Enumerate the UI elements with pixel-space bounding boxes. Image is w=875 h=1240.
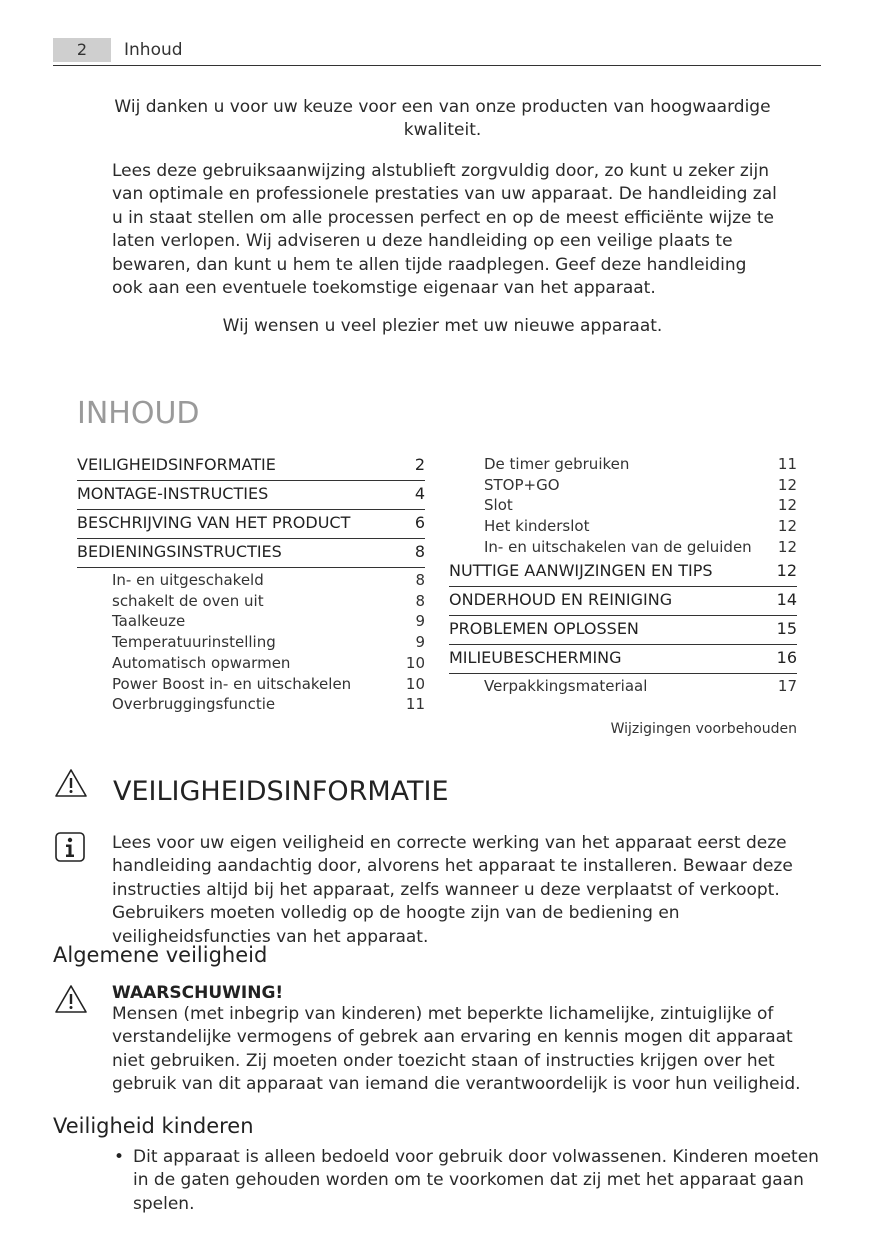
toc-right-column — [449, 454, 797, 696]
toc-sub-entry — [77, 653, 425, 674]
toc-entry-label: ONDERHOUD EN REINIGING — [449, 589, 673, 609]
toc-entry-label: BEDIENINGSINSTRUCTIES — [77, 542, 282, 561]
toc-entry-label: STOP+GO — [484, 475, 560, 494]
toc-entry-label: Power Boost in- en uitschakelen — [112, 674, 352, 693]
toc-entry-label: Het kinderslot — [484, 517, 590, 536]
toc-entry-page: 12 — [776, 560, 797, 580]
toc-main-entry — [449, 618, 797, 645]
toc-main-entry — [77, 454, 425, 481]
toc-entry-label: In- en uitschakelen van de geluiden — [484, 537, 752, 556]
toc-entry-page: 14 — [776, 589, 797, 609]
toc-entry-page: 6 — [414, 513, 425, 532]
intro-read-instructions: Lees deze gebruiksaanwijzing alstublieft zorgvuldig door, zo kunt u zeker zijn van optimale en professionele prestaties van uw apparaat. De handleiding zal u in staat stellen om alle processen perfect en op de meest efficiënte wijze te laten verlopen. Wij adviseren u deze handleiding op een veilige plaats te bewaren, dan kunt u hem te allen tijde raadplegen. Geef deze handleiding ook aan een eventuele toekomstige eigenaar van het apparaat. — [112, 161, 777, 299]
toc-entry-label: BESCHRIJVING VAN HET PRODUCT — [77, 513, 351, 532]
toc-sub-entry — [449, 537, 797, 558]
intro-thanks: Wij danken u voor uw keuze voor een van onze producten van hoogwaardige kwaliteit. — [114, 97, 771, 141]
toc-entry-label: Overbruggingsfunctie — [112, 695, 276, 714]
toc-entry-page: 9 — [415, 612, 425, 631]
toc-heading: INHOUD — [77, 396, 200, 431]
toc-entry-page: 2 — [414, 455, 425, 474]
warning-label: WAARSCHUWING! — [112, 983, 284, 1003]
toc-main-entry — [449, 589, 797, 616]
toc-entry-label: Temperatuurinstelling — [112, 633, 276, 652]
toc-entry-label: In- en uitgeschakeld — [112, 571, 264, 589]
changes-reserved-note: Wijzigingen voorbehouden — [610, 721, 797, 737]
toc-entry-page: 12 — [777, 517, 797, 536]
children-safety-bullet: Dit apparaat is alleen bedoeld voor gebruik door volwassenen. Kinderen moeten in de gaten gehouden worden om te voorkomen dat zij met het apparaat gaan spelen. — [133, 1147, 819, 1214]
toc-entry-page: 16 — [776, 647, 797, 667]
toc-main-entry — [77, 512, 425, 539]
toc-sub-entry — [449, 516, 797, 537]
toc-sub-entry — [77, 591, 425, 612]
header-title: Inhoud — [124, 40, 183, 60]
page-number: 2 — [53, 38, 111, 62]
toc-entry-label: VEILIGHEIDSINFORMATIE — [77, 455, 276, 474]
bullet-icon: • — [114, 1147, 125, 1167]
toc-entry-page: 4 — [414, 484, 425, 503]
safety-info-text: Lees voor uw eigen veiligheid en correcte werking van het apparaat eerst deze handleiding aandachtig door, alvorens het apparaat te installeren. Bewaar deze instructies altijd bij het apparaat, zelfs wanneer u deze verplaatst of verkoopt. Gebruikers moeten volledig op de hoogte zijn van de bediening en veiligheidsfuncties van het apparaat. — [112, 833, 793, 947]
toc-sub-entry — [77, 674, 425, 695]
toc-sub-entry — [449, 454, 797, 475]
warning-triangle-icon — [54, 984, 88, 1014]
toc-main-entry — [449, 647, 797, 674]
toc-entry-page: 11 — [777, 455, 797, 473]
toc-entry-page: 8 — [415, 591, 425, 610]
toc-entry-page: 10 — [405, 653, 425, 672]
toc-entry-label: PROBLEMEN OPLOSSEN — [449, 618, 639, 638]
toc-entry-label: NUTTIGE AANWIJZINGEN EN TIPS — [449, 560, 713, 580]
toc-entry-page: 12 — [777, 496, 797, 515]
toc-entry-label: Verpakkingsmateriaal — [484, 676, 648, 695]
toc-entry-page: 11 — [405, 695, 425, 714]
children-safety-title: Veiligheid kinderen — [53, 1114, 254, 1138]
toc-sub-entry — [77, 632, 425, 653]
warning-triangle-icon — [54, 768, 88, 798]
toc-entry-label: De timer gebruiken — [484, 455, 630, 473]
toc-sub-entry — [449, 475, 797, 496]
toc-entry-page: 12 — [777, 537, 797, 556]
toc-main-entry — [449, 560, 797, 587]
toc-sub-entry — [77, 570, 425, 591]
toc-entry-label: Automatisch opwarmen — [112, 653, 291, 672]
toc-entry-page: 12 — [777, 475, 797, 494]
warning-text: Mensen (met inbegrip van kinderen) met beperkte lichamelijke, zintuiglijke of verstandelijke vermogens of gebrek aan ervaring en kennis mogen dit apparaat niet gebruiken. Zij moeten onder toezicht staan of instructies krijgen over het gebruik van dit apparaat van iemand die verantwoordelijk is voor hun veiligheid. — [112, 1004, 801, 1095]
toc-entry-page: 8 — [415, 571, 425, 589]
toc-sub-entry — [449, 676, 797, 697]
toc-entry-page: 9 — [415, 633, 425, 652]
header-divider — [53, 65, 821, 66]
toc-main-entry — [77, 483, 425, 510]
intro-enjoy: Wij wensen u veel plezier met uw nieuwe apparaat. — [222, 316, 663, 336]
toc-entry-label: MILIEUBESCHERMING — [449, 647, 622, 667]
toc-entry-page: 10 — [405, 674, 425, 693]
toc-sub-entry — [449, 495, 797, 516]
toc-sub-entry — [77, 694, 425, 715]
toc-main-entry — [77, 541, 425, 568]
info-icon — [55, 832, 85, 862]
toc-entry-page: 17 — [777, 676, 797, 695]
toc-entry-label: Taalkeuze — [112, 612, 186, 631]
toc-entry-label: MONTAGE-INSTRUCTIES — [77, 484, 269, 503]
toc-entry-page: 15 — [776, 618, 797, 638]
toc-entry-label: Slot — [484, 496, 513, 515]
toc-sub-entry — [77, 611, 425, 632]
toc-entry-page: 8 — [414, 542, 425, 561]
general-safety-title: Algemene veiligheid — [53, 943, 268, 967]
toc-left-column — [77, 454, 425, 715]
toc-entry-label: schakelt de oven uit — [112, 591, 264, 610]
safety-section-title: VEILIGHEIDSINFORMATIE — [113, 776, 449, 807]
